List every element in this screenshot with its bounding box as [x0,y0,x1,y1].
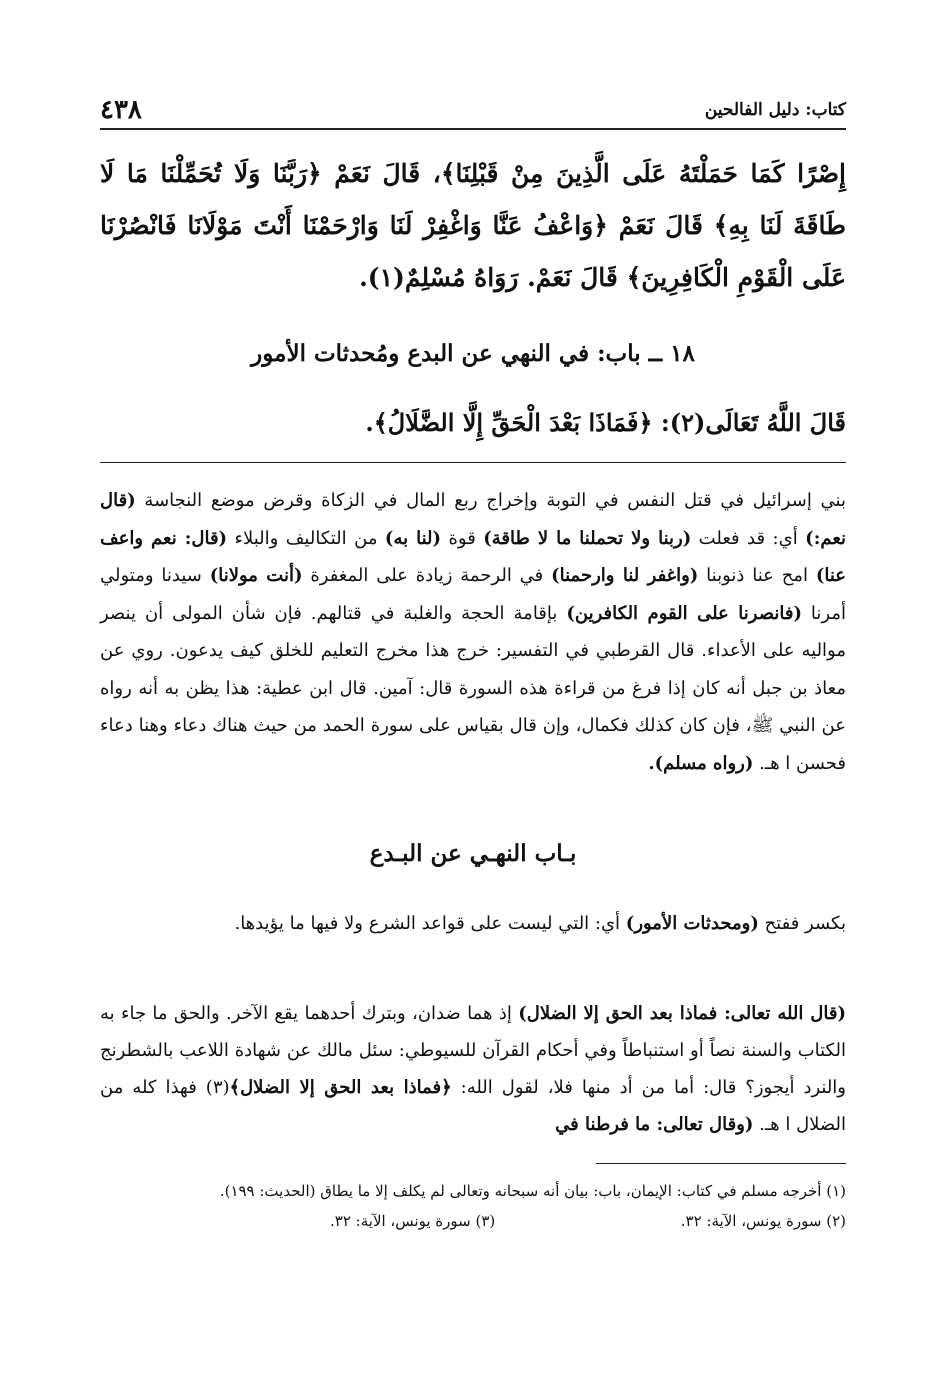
section-paragraph-2 [100,995,846,1143]
commentary-paragraph [100,482,846,782]
text-run: (٣) فهذا كله من الضلال ا هـ. [100,1077,846,1135]
footnote-row [100,1206,846,1236]
bold-text-run: (رواه مسلم). [648,752,754,774]
text-run: إذ هما ضدان، وبترك أحدهما يقع الآخر. والحق ما جاء به الكتاب والسنة نصاً أو استنباطاً وفي أحكام القرآن للسيوطي: سئل مالك عن شهادة اللاعب بالشطرنج والنرد أيجوز؟ قال: أما من أد منها فلا، لقول الله: [100,1003,846,1098]
bold-text-run: (وقال تعالى: ما فرطنا في [555,1114,754,1135]
text-run: بكسر ففتح [758,913,846,934]
page-number: ٤٣٨ [100,95,142,125]
text-run: قوة [441,527,484,549]
text-run: امح عنا ذنوبنا [698,565,816,586]
main-separator [100,462,846,463]
text-run: أي: التي ليست على قواعد الشرع ولا فيها ما يؤيدها. [234,913,626,934]
bold-text-run: ﴿فماذا بعد الحق إلا الضلال﴾ [229,1077,452,1098]
text-run: بني إسرائيل في قتل النفس في التوبة وإخراج ربع المال في الزكاة وقرض موضع النجاسة [135,490,846,511]
footnote-3: (٣) سورة يونس، الآية: ٣٢. [330,1212,496,1230]
page-header [100,92,846,130]
footnote-separator [596,1163,846,1164]
chapter-title: ١٨ ــ باب: في النهي عن البدع ومُحدثات الأمور [251,340,695,367]
quran-quote: قَالَ اللَّهُ تَعَالَى(٢): ﴿فَمَاذَا بَعْدَ الْحَقِّ إِلَّا الضَّلَالُ﴾. [365,408,846,437]
bold-text-run: (فانصرنا على القوم الكافرين) [566,602,802,624]
text-run: أي: قد فعلت [691,527,806,549]
footnote-2: (٢) سورة يونس، الآية: ٣٢. [680,1212,846,1230]
bold-text-run: (ومحدثات الأمور) [625,913,759,934]
footnotes [100,1176,846,1236]
bold-text-run: (قال الله تعالى: فماذا بعد الحق إلا الضلال) [518,1003,846,1024]
hadith-verse-text: إِصْرًا كَمَا حَمَلْتَهُ عَلَى الَّذِينَ مِنْ قَبْلِنَا﴾، قَالَ نَعَمْ ﴿رَبَّنَا وَلَا تُحَمِّلْنَا مَا لَا طَاقَةَ لَنَا بِهِ﴾ قَالَ نَعَمْ ﴿وَاعْفُ عَنَّا وَاغْفِرْ لَنَا وَارْحَمْنَا أَنْتَ مَوْلَانَا فَانْصُرْنَا عَلَى الْقَوْمِ الْكَافِرِينَ﴾ قَالَ نَعَمْ. رَوَاهُ مُسْلِمٌ(١). [100,159,846,292]
text-run: بإقامة الحجة والغلبة في قتالهم. فإن شأن المولى أن ينصر مواليه على الأعداء. قال القرطبي في التفسير: خرج هذا مخرج التعليم للخلق كيف يدعون. روي عن معاذ بن جبل أنه كان إذا فرغ من قراءة هذه السورة قال: آمين. قال ابن عطية: هذا يظن به أنه رواه عن النبي ﷺ، فإن كان كذلك فكمال، وإن قال بقياس على سورة الحمد من حيث هناك دعاء وهنا دعاء فحسن ا هـ. [100,602,846,774]
bold-text-run: (قال: نعم واعف عنا) [100,527,847,586]
section-paragraph-1 [100,905,846,942]
section-title: بـاب النهـي عن البـدع [369,840,577,867]
text-run: من التكاليف والبلاء [227,527,385,549]
bold-text-run: (ربنا ولا تحملنا ما لا طاقة) [483,527,692,549]
bold-text-run: (قال نعم:) [100,490,847,549]
footnote-1: (١) أخرجه مسلم في كتاب: الإيمان، باب: بيان أنه سبحانه وتعالى لم يكلف إلا ما يطاق (الحديث: ١٩٩). [219,1182,846,1200]
bold-text-run: (واغفر لنا وارحمنا) [551,565,699,586]
text-run: في الرحمة زيادة على المغفرة [302,565,552,586]
bold-text-run: (أنت مولانا) [209,565,303,586]
running-title: كتاب: دليل الفالحين [704,100,846,120]
bold-text-run: (لنا به) [384,527,442,549]
text-run: سيدنا ومتولي أمرنا [100,565,846,624]
